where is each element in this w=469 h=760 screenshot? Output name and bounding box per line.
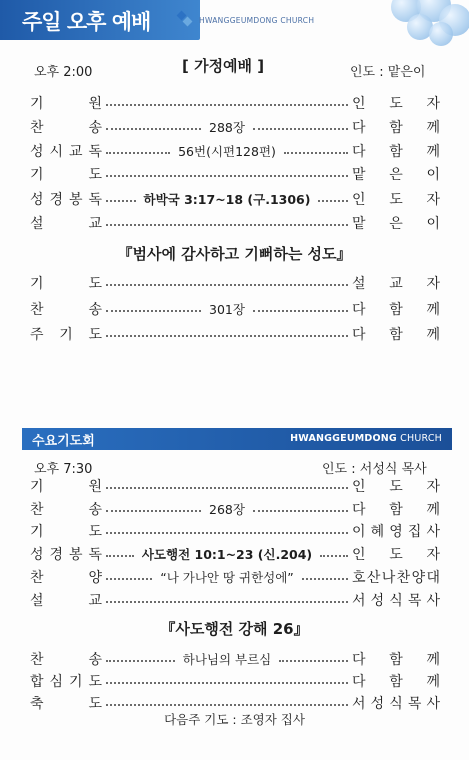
program-person: 맡 은 이 (352, 216, 440, 232)
program-label: 기 도 (30, 167, 102, 183)
program-detail: 하박국 3:17~18 (구.1306) (143, 192, 311, 207)
program-person: 서 성 식 목 사 (352, 696, 440, 712)
brand-bold: HWANGGEUMDONG (290, 433, 397, 444)
program-person: 인 도 자 (352, 547, 440, 563)
sunday-time: 오후 2:00 (34, 65, 93, 80)
program-row (30, 298, 440, 320)
dot-leader (284, 152, 348, 154)
program-detail: 사도행전 10:1~23 (신.204) (141, 547, 313, 562)
program-label: 찬 송 (30, 120, 102, 136)
program-label: 성 경 봉 독 (30, 547, 102, 563)
program-row (30, 140, 440, 162)
program-person: 서 성 식 목 사 (352, 593, 440, 609)
dot-leader (106, 510, 201, 512)
program-label: 주 기 도 (30, 327, 102, 343)
dot-leader (279, 660, 348, 662)
program-row (30, 188, 440, 210)
program-person: 이 혜 영 집 사 (352, 524, 440, 540)
program-person: 인 도 자 (352, 479, 440, 495)
program-row (30, 272, 440, 294)
dot-leader (253, 310, 348, 312)
program-row (30, 648, 440, 670)
dot-leader (106, 704, 348, 706)
sunday-sermon-title: 『범사에 감사하고 기뻐하는 성도』 (117, 245, 352, 263)
wednesday-brand (290, 433, 442, 444)
program-label: 찬 양 (30, 570, 102, 586)
program-detail: 268장 (209, 502, 245, 517)
program-row (30, 323, 440, 345)
next-week-prayer: 다음주 기도 : 조영자 집사 (164, 712, 305, 727)
program-label: 기 원 (30, 479, 102, 495)
wednesday-time: 오후 7:30 (34, 462, 93, 477)
program-row (30, 116, 440, 138)
dot-leader (106, 487, 348, 489)
program-label: 기 원 (30, 96, 102, 112)
dot-leader (318, 200, 348, 202)
dot-leader (106, 200, 136, 202)
dot-leader (106, 310, 201, 312)
page-title: 주일 오후 예배 (22, 10, 151, 34)
program-person: 설 교 자 (352, 276, 440, 292)
wednesday-title: 수요기도회 (32, 434, 95, 449)
dot-leader (106, 224, 348, 226)
dot-leader (106, 284, 348, 286)
dot-leader (106, 660, 175, 662)
program-label: 기 도 (30, 276, 102, 292)
dot-leader (106, 175, 348, 177)
dot-leader (106, 335, 348, 337)
program-row (30, 212, 440, 234)
dot-leader (106, 152, 170, 154)
program-row (30, 566, 440, 588)
wednesday-header-bar (22, 428, 452, 450)
program-person: 다 함 께 (352, 144, 441, 160)
program-person: 인 도 자 (352, 192, 440, 208)
dot-leader (253, 510, 348, 512)
dot-leader (302, 578, 348, 580)
program-person: 다 함 께 (352, 652, 440, 668)
sunday-leader: 인도 : 맡은이 (350, 65, 426, 80)
program-label: 성 시 교 독 (30, 144, 102, 160)
brand-text: HWANGGEUMDONG CHURCH (199, 15, 315, 25)
program-row (30, 670, 440, 692)
dot-leader (253, 128, 348, 130)
program-detail: 56번(시편128편) (178, 144, 276, 159)
dot-leader (106, 601, 348, 603)
dot-leader (106, 128, 201, 130)
program-row (30, 543, 440, 565)
hydrangea-image (377, 0, 469, 46)
program-person: 다 함 께 (352, 674, 440, 690)
program-person: 다 함 께 (352, 502, 440, 518)
program-row (30, 589, 440, 611)
program-detail: 301장 (209, 302, 245, 317)
program-person: 다 함 께 (352, 120, 440, 136)
dot-leader (106, 532, 348, 534)
program-label: 설 교 (30, 593, 102, 609)
program-label: 기 도 (30, 524, 102, 540)
logo-icon (178, 12, 194, 28)
program-label: 성 경 봉 독 (30, 192, 102, 208)
dot-leader (320, 555, 348, 557)
program-detail: “나 가나안 땅 귀한성에” (160, 570, 294, 585)
program-row (30, 520, 440, 542)
program-label: 합 심 기 도 (30, 674, 102, 690)
dot-leader (106, 682, 348, 684)
church-brand (178, 12, 314, 28)
program-person: 맡 은 이 (352, 167, 440, 183)
program-person: 인 도 자 (352, 96, 440, 112)
program-row (30, 475, 440, 497)
program-row (30, 498, 440, 520)
sunday-service-title: [ 가정예배 ] (182, 57, 265, 75)
brand-light: CHURCH (396, 433, 442, 444)
wednesday-leader: 인도 : 서성식 목사 (322, 462, 427, 477)
program-label: 설 교 (30, 216, 102, 232)
dot-leader (106, 555, 134, 557)
program-person: 다 함 께 (352, 327, 440, 343)
dot-leader (106, 104, 348, 106)
program-person: 호 산 나 찬 양 대 (352, 570, 440, 586)
wednesday-sermon-title: 『사도행전 강해 26』 (160, 620, 309, 638)
program-detail: 288장 (209, 120, 245, 135)
program-label: 축 도 (30, 696, 102, 712)
program-row (30, 92, 440, 114)
dot-leader (106, 578, 152, 580)
program-detail: 하나님의 부르심 (182, 652, 272, 667)
program-row (30, 163, 440, 185)
program-label: 찬 송 (30, 502, 102, 518)
program-label: 찬 송 (30, 302, 102, 318)
header-bar (0, 0, 200, 40)
program-person: 다 함 께 (352, 302, 440, 318)
program-label: 찬 송 (30, 652, 102, 668)
